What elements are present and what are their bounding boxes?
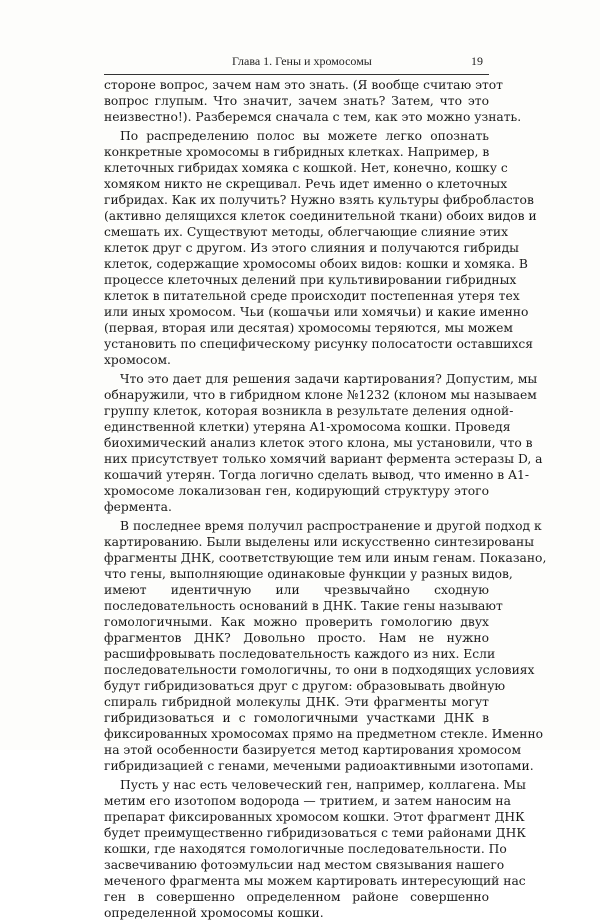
text-line: хомяком никто не скрещивал. Речь идет именно о клеточных [104, 177, 508, 191]
text-line: гомологичными. Как можно проверить гомологию двух [104, 615, 489, 629]
text-line: единственной клетки) утеряна A1-хромосома кошки. Проведя [104, 420, 511, 434]
text-line: биохимический анализ клеток этого клона, мы установили, что в [104, 436, 533, 450]
text-line: что гены, выполняющие одинаковые функции у разных видов, [104, 567, 513, 581]
text-line: По распределению полос вы можете легко опознать [120, 129, 489, 143]
text-line: хромосом. [104, 353, 171, 367]
text-line: будут гибридизоваться друг с другом: образовывать двойную [104, 679, 506, 693]
text-line: процессе клеточных делений при культивировании гибридных [104, 273, 517, 287]
text-line: расшифровывать последовательность каждого из них. Если [104, 647, 496, 661]
text-line: будет преимущественно гибридизоваться с теми районами ДНК [104, 826, 526, 840]
paragraph [104, 371, 543, 515]
text-line: последовательность оснований в ДНК. Такие гены называют [104, 599, 503, 613]
text-line: гибридизацией с генами, мечеными радиоактивными изотопами. [104, 759, 534, 773]
text-line: установить по специфическому рисунку полосатости оставшихся [104, 337, 534, 351]
text-line: Что это дает для решения задачи картирования? Допустим, мы [120, 372, 538, 386]
text-line: гибридах. Как их получить? Нужно взять культуры фибробластов [104, 193, 534, 207]
text-line: картированию. Были выделены или искусственно синтезированы [104, 535, 534, 549]
text-line: клеток в питательной среде происходит постепенная утеря тех [104, 289, 520, 303]
text-line: спираль гибридной молекулы ДНК. Эти фрагменты могут [104, 695, 489, 709]
text-line: клеток друг с другом. Из этого слияния и получаются гибриды [104, 241, 519, 255]
text-line: (первая, вторая или десятая) хромосомы теряются, мы можем [104, 321, 513, 335]
text-line: препарат фиксированных хромосом кошки. Этот фрагмент ДНК [104, 810, 525, 824]
text-line: В последнее время получил распространение и другой подход к [120, 519, 542, 533]
body-text [104, 77, 547, 921]
text-line: засвечиванию фотоэмульсии над местом связывания нашего [104, 858, 505, 872]
text-line: Пусть у нас есть человеческий ген, например, коллагена. Мы [120, 778, 526, 792]
text-line: них присутствует только хомячий вариант фермента эстеразы D, а [104, 452, 543, 466]
paragraph [104, 518, 547, 774]
paragraph [104, 128, 537, 368]
text-line: гибридизоваться и с гомологичными участками ДНК в [104, 711, 489, 725]
text-line: конкретные хромосомы в гибридных клетках. Например, в [104, 145, 490, 159]
text-line: метим его изотопом водорода — тритием, и затем наносим на [104, 794, 511, 808]
text-line: клеток, содержащие хромосомы обоих видов: кошки и хомяка. В [104, 257, 528, 271]
text-line: фрагменты ДНК, соответствующие тем или иным генам. Показано, [104, 551, 547, 565]
text-line: определенной хромосомы кошки. [104, 906, 324, 920]
paragraph [104, 777, 526, 921]
text-line: хромосоме локализован ген, кодирующий структуру этого [104, 484, 489, 498]
text-line: (активно делящихся клеток соединительной ткани) обоих видов и [104, 209, 537, 223]
text-line: группу клеток, которая возникла в результате деления одной- [104, 404, 514, 418]
header-rule [104, 74, 489, 75]
text-line: последовательности гомологичны, то они в подходящих условиях [104, 663, 535, 677]
text-line: смешать их. Существуют методы, облегчающие слияние этих [104, 225, 509, 239]
text-line: клеточных гибридах хомяка с кошкой. Нет, конечно, кошку с [104, 161, 508, 175]
text-line: на этой особенности базируется метод картирования хромосом [104, 743, 522, 757]
running-head: Глава 1. Гены и хромосомы [232, 54, 372, 68]
text-line: кошачий утерян. Тогда логично сделать вывод, что именно в A1- [104, 468, 529, 482]
page-number: 19 [471, 54, 483, 68]
text-line: фермента. [104, 500, 172, 514]
text-line: фрагментов ДНК? Довольно просто. Нам не нужно [104, 631, 489, 645]
text-line: неизвестно!). Разберемся сначала с тем, как это можно узнать. [104, 110, 522, 124]
text-line: меченого фрагмента мы можем картировать интересующий нас [104, 874, 526, 888]
text-line: стороне вопрос, зачем нам это знать. (Я вообще считаю этот [104, 78, 503, 92]
text-line: обнаружили, что в гибридном клоне №1232 (клоном мы называем [104, 388, 537, 402]
text-line: вопрос глупым. Что значит, зачем знать? Затем, что это [104, 94, 489, 108]
text-line: кошки, где находятся гомологичные последовательности. По [104, 842, 507, 856]
paragraph [104, 77, 522, 125]
text-line: ген в совершенно определенном районе совершенно [104, 890, 489, 904]
text-line: имеют идентичную или чрезвычайно сходную [104, 583, 489, 597]
text-line: или иных хромосом. Чьи (кошачьи или хомячьи) и какие именно [104, 305, 529, 319]
text-line: фиксированных хромосомах прямо на предметном стекле. Именно [104, 727, 544, 741]
